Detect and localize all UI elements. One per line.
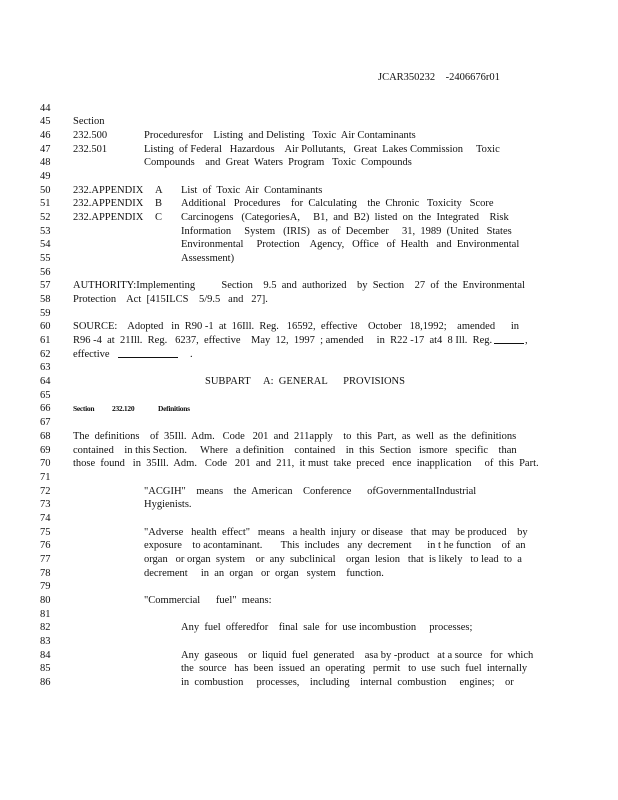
line-text: B [155,198,163,210]
line-number: 52 [40,211,51,223]
line-number: 77 [40,553,51,565]
line-text: Proceduresfor Listing and Delisting Toxic Air Contaminants [144,129,416,141]
line-text: 232.120 [112,404,135,414]
document-line [0,608,618,622]
line-text: Information System (IRIS) as of December 31, 1989 (United States [181,225,512,237]
line-number: 68 [40,430,51,442]
document-line [0,170,618,184]
line-number: 85 [40,663,51,675]
document-line [0,334,618,348]
line-text: decrement in an organ or organ system function. [144,567,384,579]
document-line [0,129,618,143]
line-number: 65 [40,389,51,401]
line-text: Hygienists. [144,499,192,511]
line-text: 232.APPENDIX [73,211,144,223]
document-line [0,498,618,512]
line-number: 72 [40,485,51,497]
line-number: 83 [40,636,51,648]
line-number: 56 [40,266,51,278]
line-number: 57 [40,280,51,292]
line-number: 67 [40,417,51,429]
line-text: Definitions [158,404,190,414]
document-line [0,676,618,690]
line-number: 50 [40,184,51,196]
line-number: 80 [40,594,51,606]
line-number: 55 [40,252,51,264]
document-line [0,471,618,485]
line-number: 81 [40,608,51,620]
line-number: 79 [40,581,51,593]
line-text: Additional Procedures for Calculating the Chronic Toxicity Score [181,198,494,210]
document-line [0,635,618,649]
line-text: 232.500 [73,129,108,141]
line-number: 69 [40,444,51,456]
document-line [0,621,618,635]
line-text: "ACGIH" means the American Conference ofGovernmentalIndustrial [144,485,477,497]
line-number: 71 [40,471,51,483]
line-number: 58 [40,294,51,306]
line-number: 48 [40,157,51,169]
line-text: Assessment) [181,252,235,264]
document-line [0,553,618,567]
document-line [0,156,618,170]
document-line [0,115,618,129]
document-id-header: JCAR350232 -2406676r01 [378,72,500,83]
line-number: 75 [40,526,51,538]
document-line [0,485,618,499]
line-text: 232.APPENDIX [73,184,144,196]
line-number: 54 [40,239,51,251]
line-number: 62 [40,348,51,360]
line-text: those found in 35Ill. Adm. Code 201 and 211, it must take preced ence inapplication of this Part. [73,458,539,470]
document-line [0,184,618,198]
document-line [0,211,618,225]
line-text: , [525,335,528,347]
line-text: Any gaseous or liquid fuel generated asa by -product at a source for which [181,649,534,661]
line-text: in combustion processes, including internal combustion engines; or [181,677,514,689]
line-text: exposure to acontaminant. This includes any decrement in t he function of an [144,540,526,552]
document-line [0,238,618,252]
line-text: Listing of Federal Hazardous Air Pollutants, Great Lakes Commission Toxic [144,143,500,155]
document-line [0,567,618,581]
document-line [0,320,618,334]
line-number: 76 [40,540,51,552]
line-text: . [190,348,193,360]
fill-in-blank [118,348,178,363]
document-line [0,266,618,280]
document-line [0,361,618,375]
line-number: 59 [40,307,51,319]
line-number: 47 [40,143,51,155]
line-text: Compounds and Great Waters Program Toxic Compounds [144,157,412,169]
document-line [0,375,618,389]
line-number: 70 [40,458,51,470]
line-text: The definitions of 35Ill. Adm. Code 201 and 211apply to this Part, as well as the definitions [73,430,517,442]
document-line [0,539,618,553]
document-line [0,444,618,458]
document-line [0,662,618,676]
line-number: 86 [40,677,51,689]
line-number: 46 [40,129,51,141]
line-text: R96 -4 at 21Ill. Reg. 6237, effective May 12, 1997 ; amended in R22 -17 at4 8 Ill. Reg. [73,335,493,347]
line-text: AUTHORITY:Implementing Section 9.5 and authorized by Section 27 of the Environmental [73,280,525,292]
line-text: SUBPART A: GENERAL PROVISIONS [205,376,405,388]
line-text: effective [73,348,110,360]
line-text: "Adverse health effect" means a health injury or disease that may be produced by [144,526,528,538]
line-number: 84 [40,649,51,661]
document-line [0,252,618,266]
line-text: C [155,211,163,223]
document-line [0,430,618,444]
document-line [0,457,618,471]
document-line [0,225,618,239]
line-text: Any fuel offeredfor final sale for use incombustion processes; [181,622,473,634]
line-number: 74 [40,512,51,524]
line-text: SOURCE: Adopted in R90 -1 at 16Ill. Reg. 16592, effective October 18,1992; amended in [73,321,519,333]
line-text: Section [73,116,105,128]
document-line [0,402,618,416]
line-text: Environmental Protection Agency, Office of Health and Environmental [181,239,520,251]
line-text: 232.APPENDIX [73,198,144,210]
document-line [0,526,618,540]
document-line [0,293,618,307]
document-line [0,279,618,293]
document-line [0,307,618,321]
line-number: 66 [40,403,51,415]
line-text: organ or organ system or any subclinical organ lesion that is likely to lead to a [144,553,522,565]
document-line [0,512,618,526]
line-text: the source has been issued an operating permit to use such fuel internally [181,663,528,675]
line-number: 53 [40,225,51,237]
line-text: 232.501 [73,143,108,155]
document-line [0,102,618,116]
line-number: 44 [40,102,51,114]
line-number: 61 [40,335,51,347]
line-number: 45 [40,116,51,128]
document-line [0,416,618,430]
line-text: contained in this Section. Where a definition contained in this Section ismore specific than [73,444,517,456]
line-number: 49 [40,170,51,182]
document-line [0,649,618,663]
line-number: 64 [40,376,51,388]
document-line [0,580,618,594]
fill-in-blank [494,334,524,349]
document-line [0,594,618,608]
line-text: A [155,184,163,196]
document-line [0,143,618,157]
line-text: List of Toxic Air Contaminants [181,184,323,196]
document-line [0,389,618,403]
document-line [0,348,618,362]
line-number: 60 [40,321,51,333]
line-text: Carcinogens (CategoriesA, B1, and B2) listed on the Integrated Risk [181,211,509,223]
line-number: 63 [40,362,51,374]
line-number: 78 [40,567,51,579]
line-number: 82 [40,622,51,634]
document-line [0,197,618,211]
line-number: 51 [40,198,51,210]
line-number: 73 [40,499,51,511]
line-text: Protection Act [415ILCS 5/9.5 and 27]. [73,294,268,306]
line-text: Section [73,404,95,414]
line-text: "Commercial fuel" means: [144,594,272,606]
